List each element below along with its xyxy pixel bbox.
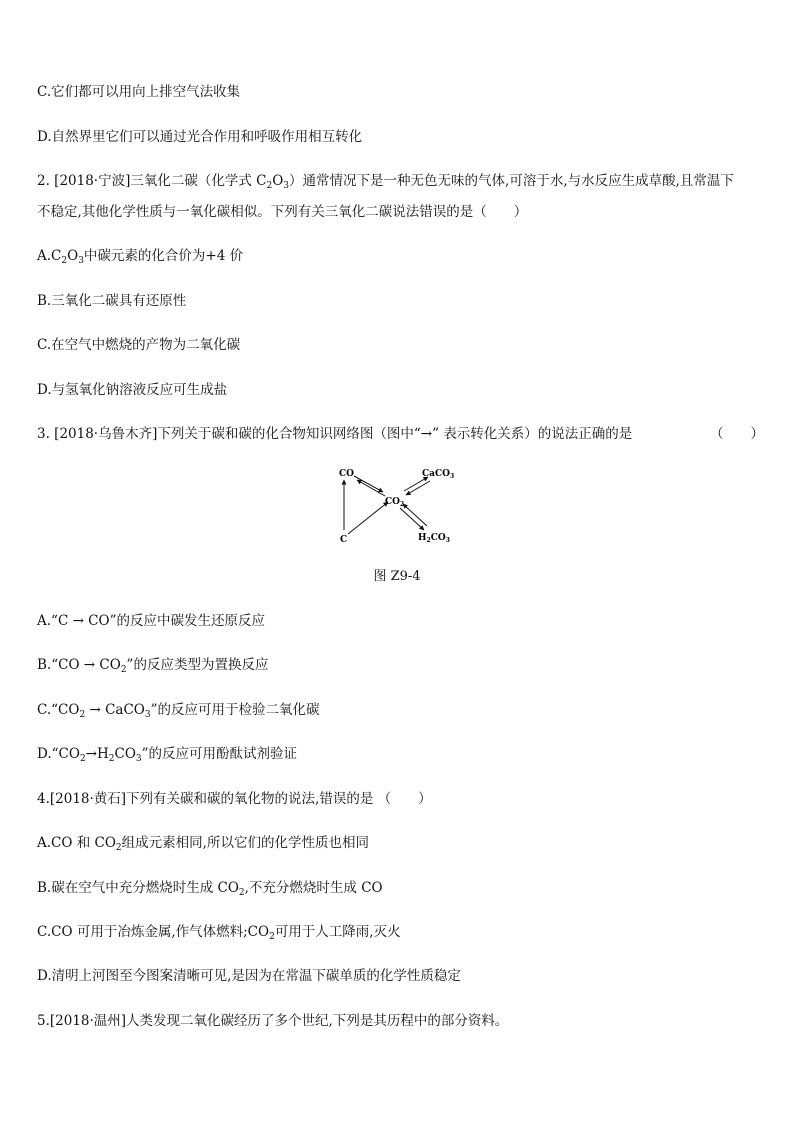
figure-caption: 图 Z9-4 — [373, 569, 421, 584]
q2-option-b: B.三氧化二碳具有还原性 — [37, 293, 187, 309]
q5-stem: 5.[2018·温州]人类发现二氧化碳经历了多个世纪,下列是其历程中的部分资料。 — [37, 1013, 509, 1029]
q4-option-b: B.碳在空气中充分燃烧时生成 $CO_2$,不充分燃烧时生成 CO — [37, 880, 383, 898]
label-caco3: CaCO$_3$ — [422, 469, 455, 480]
arrow-h2co3-to-co2 — [403, 504, 427, 526]
arrow-co-to-co2 — [354, 476, 383, 492]
q1-option-d: D.自然界里它们可以通过光合作用和呼吸作用相互转化 — [37, 129, 363, 145]
carbon-compound-network-diagram — [330, 460, 470, 552]
label-co2: $CO_2$ — [385, 497, 405, 508]
arrow-c-to-co2 — [348, 502, 388, 534]
q4-option-d: D.清明上河图至今图案清晰可见,是因为在常温下碳单质的化学性质稳定 — [37, 968, 461, 984]
q3-stem: 3. [2018·乌鲁木齐]下列关于碳和碳的化合物知识网络图（图中“→” 表示转化关系）的说法正确的是 — [37, 426, 633, 442]
q1-option-c: C.它们都可以用向上排空气法收集 — [37, 84, 241, 100]
q2-option-d: D.与氢氧化钠溶液反应可生成盐 — [37, 382, 228, 398]
label-co: CO — [339, 469, 355, 479]
q2-option-a: $A.C_2O_3$中碳元素的化合价为+4 价 — [37, 248, 244, 266]
arrow-co2-to-co — [357, 480, 385, 496]
q4-option-a: A.CO 和 $CO_2$组成元素相同,所以它们的化学性质也相同 — [37, 835, 369, 853]
q3-option-b: B.“CO → $CO_2$”的反应类型为置换反应 — [37, 657, 269, 675]
arrow-co2-to-h2co3 — [400, 508, 424, 530]
label-h2co3: $H_2CO_3$ — [418, 533, 450, 544]
q2-stem-line2: 不稳定,其他化学性质与一氧化碳相似。下列有关三氧化二碳说法错误的是（ ） — [37, 204, 528, 220]
q3-option-d: $D.“CO_2\to H_2CO_3$”的反应可用酚酞试剂验证 — [37, 746, 298, 764]
q3-option-a: A.“C → CO”的反应中碳发生还原反应 — [37, 613, 265, 629]
label-c: C — [340, 535, 348, 545]
q4-option-c: C.CO 可用于冶炼金属,作气体燃料$;CO_2$可用于人工降雨,灭火 — [37, 924, 401, 942]
q4-stem: 4.[2018·黄石]下列有关碳和碳的氧化物的说法,错误的是 （ ） — [37, 791, 432, 807]
q2-stem-line1: 2. [2018·宁波]三氧化二碳（化学式 $C_2O_3$）通常情况下是一种无色无味的气体,可溶于水,与水反应生成草酸,且常温下 — [37, 173, 734, 191]
q2-option-c: C.在空气中燃烧的产物为二氧化碳 — [37, 337, 241, 353]
q3-option-c: $C.“CO_2$ → CaCO$_3$”的反应可用于检验二氧化碳 — [37, 702, 320, 720]
q3-answer-paren: （ ） — [710, 426, 764, 442]
